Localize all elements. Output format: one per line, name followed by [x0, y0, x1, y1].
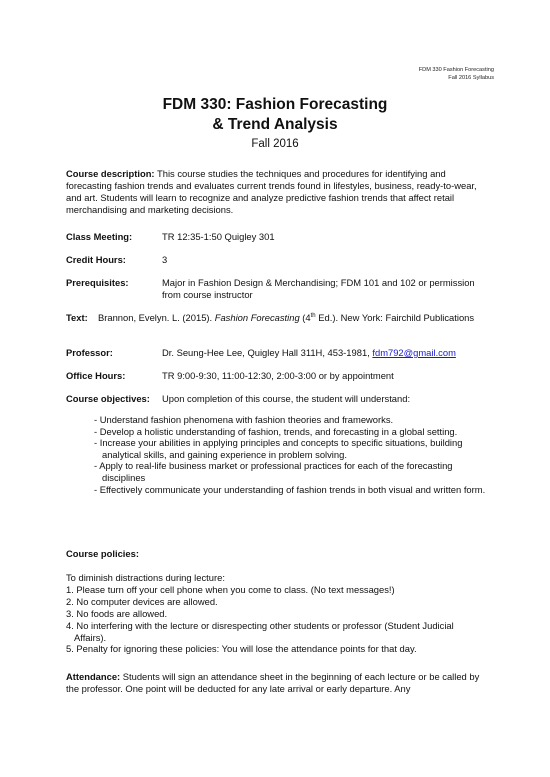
professor-label: Professor: — [66, 347, 113, 358]
course-title-line2: & Trend Analysis — [212, 116, 338, 133]
meeting-value: TR 12:35-1:50 Quigley 301 — [162, 231, 275, 242]
policy-item: 4. No interfering with the lecture or disrespecting other students or professor (Student Judicial Affairs). — [66, 619, 454, 643]
objectives-list — [94, 414, 486, 495]
policy-item: 2. No computer devices are allowed. — [66, 595, 218, 607]
office-hours-value: TR 9:00-9:30, 11:00-12:30, 2:00-3:00 or by appointment — [162, 370, 394, 381]
professor-info: Dr. Seung-Hee Lee, Quigley Hall 311H, 453-1981, — [162, 347, 373, 358]
objectives-label: Course objectives: — [66, 393, 150, 404]
objective-item: - Develop a holistic understanding of fashion, trends, and forecasting in a global setting. — [94, 425, 458, 437]
text-value — [98, 312, 486, 324]
attendance-label: Attendance: — [66, 671, 121, 682]
header-course: FDM 330 Fashion Forecasting — [418, 67, 494, 73]
credits-value: 3 — [162, 254, 168, 265]
text-author: Brannon, Evelyn. L. (2015). — [98, 312, 215, 323]
course-term: Fall 2016 — [251, 138, 299, 150]
professor-value — [162, 347, 484, 359]
office-hours-label: Office Hours: — [66, 370, 126, 381]
policies-list — [66, 572, 486, 655]
header-syllabus: Fall 2016 Syllabus — [448, 75, 494, 81]
attendance-paragraph — [66, 671, 486, 695]
description-text: This course studies the techniques and procedures for identifying and forecasting fashion trends and evaluates current trends found in lifestyles, business, ready-to-wear, and art. Students will learn to recognize and analyze predictive fashion trends that affect retail merchandising and marketing decisions. — [66, 168, 477, 216]
objective-item: - Increase your abilities in applying principles and concepts to specific situations, building analytical skills, and gaining experience in problem solving. — [94, 437, 463, 460]
description-label: Course description: — [66, 168, 155, 179]
text-label: Text: — [66, 312, 88, 323]
prereq-value: Major in Fashion Design & Merchandising; FDM 101 and 102 or permission from course instructor — [162, 277, 475, 301]
prereq-label: Prerequisites: — [66, 277, 129, 288]
objectives-intro: Upon completion of this course, the student will understand: — [162, 393, 411, 404]
policies-heading: Course policies: — [66, 548, 139, 559]
course-title-line1: FDM 330: Fashion Forecasting — [162, 96, 388, 113]
objective-item: - Understand fashion phenomena with fashion theories and frameworks. — [94, 414, 394, 425]
text-book-title: Fashion Forecasting — [214, 312, 300, 323]
policy-item: 3. No foods are allowed. — [66, 607, 168, 619]
objective-item: - Apply to real-life business market or professional practices for each of the forecasting disciplines — [94, 460, 453, 483]
text-edition-sup: th — [310, 312, 316, 319]
text-edition-close: Ed.). New York: Fairchild Publications — [315, 312, 475, 323]
policy-item: 1. Please turn off your cell phone when you come to class. (No text messages!) — [66, 583, 395, 595]
professor-email-link[interactable]: fdm792@gmail.com — [372, 347, 456, 358]
objective-item: - Effectively communicate your understanding of fashion trends in both visual and written form. — [94, 483, 486, 495]
policies-intro: To diminish distractions during lecture: — [66, 572, 225, 583]
text-edition-open: (4 — [299, 312, 311, 323]
policy-item: 5. Penalty for ignoring these policies: You will lose the attendance points for that day. — [66, 643, 417, 655]
credits-label: Credit Hours: — [66, 254, 126, 265]
meeting-label: Class Meeting: — [66, 231, 133, 242]
attendance-text: Students will sign an attendance sheet in the beginning of each lecture or be called by the professor. One point will be deducted for any late arrival or early departure. Any — [66, 671, 480, 695]
course-description — [66, 168, 484, 216]
running-header — [419, 66, 494, 82]
